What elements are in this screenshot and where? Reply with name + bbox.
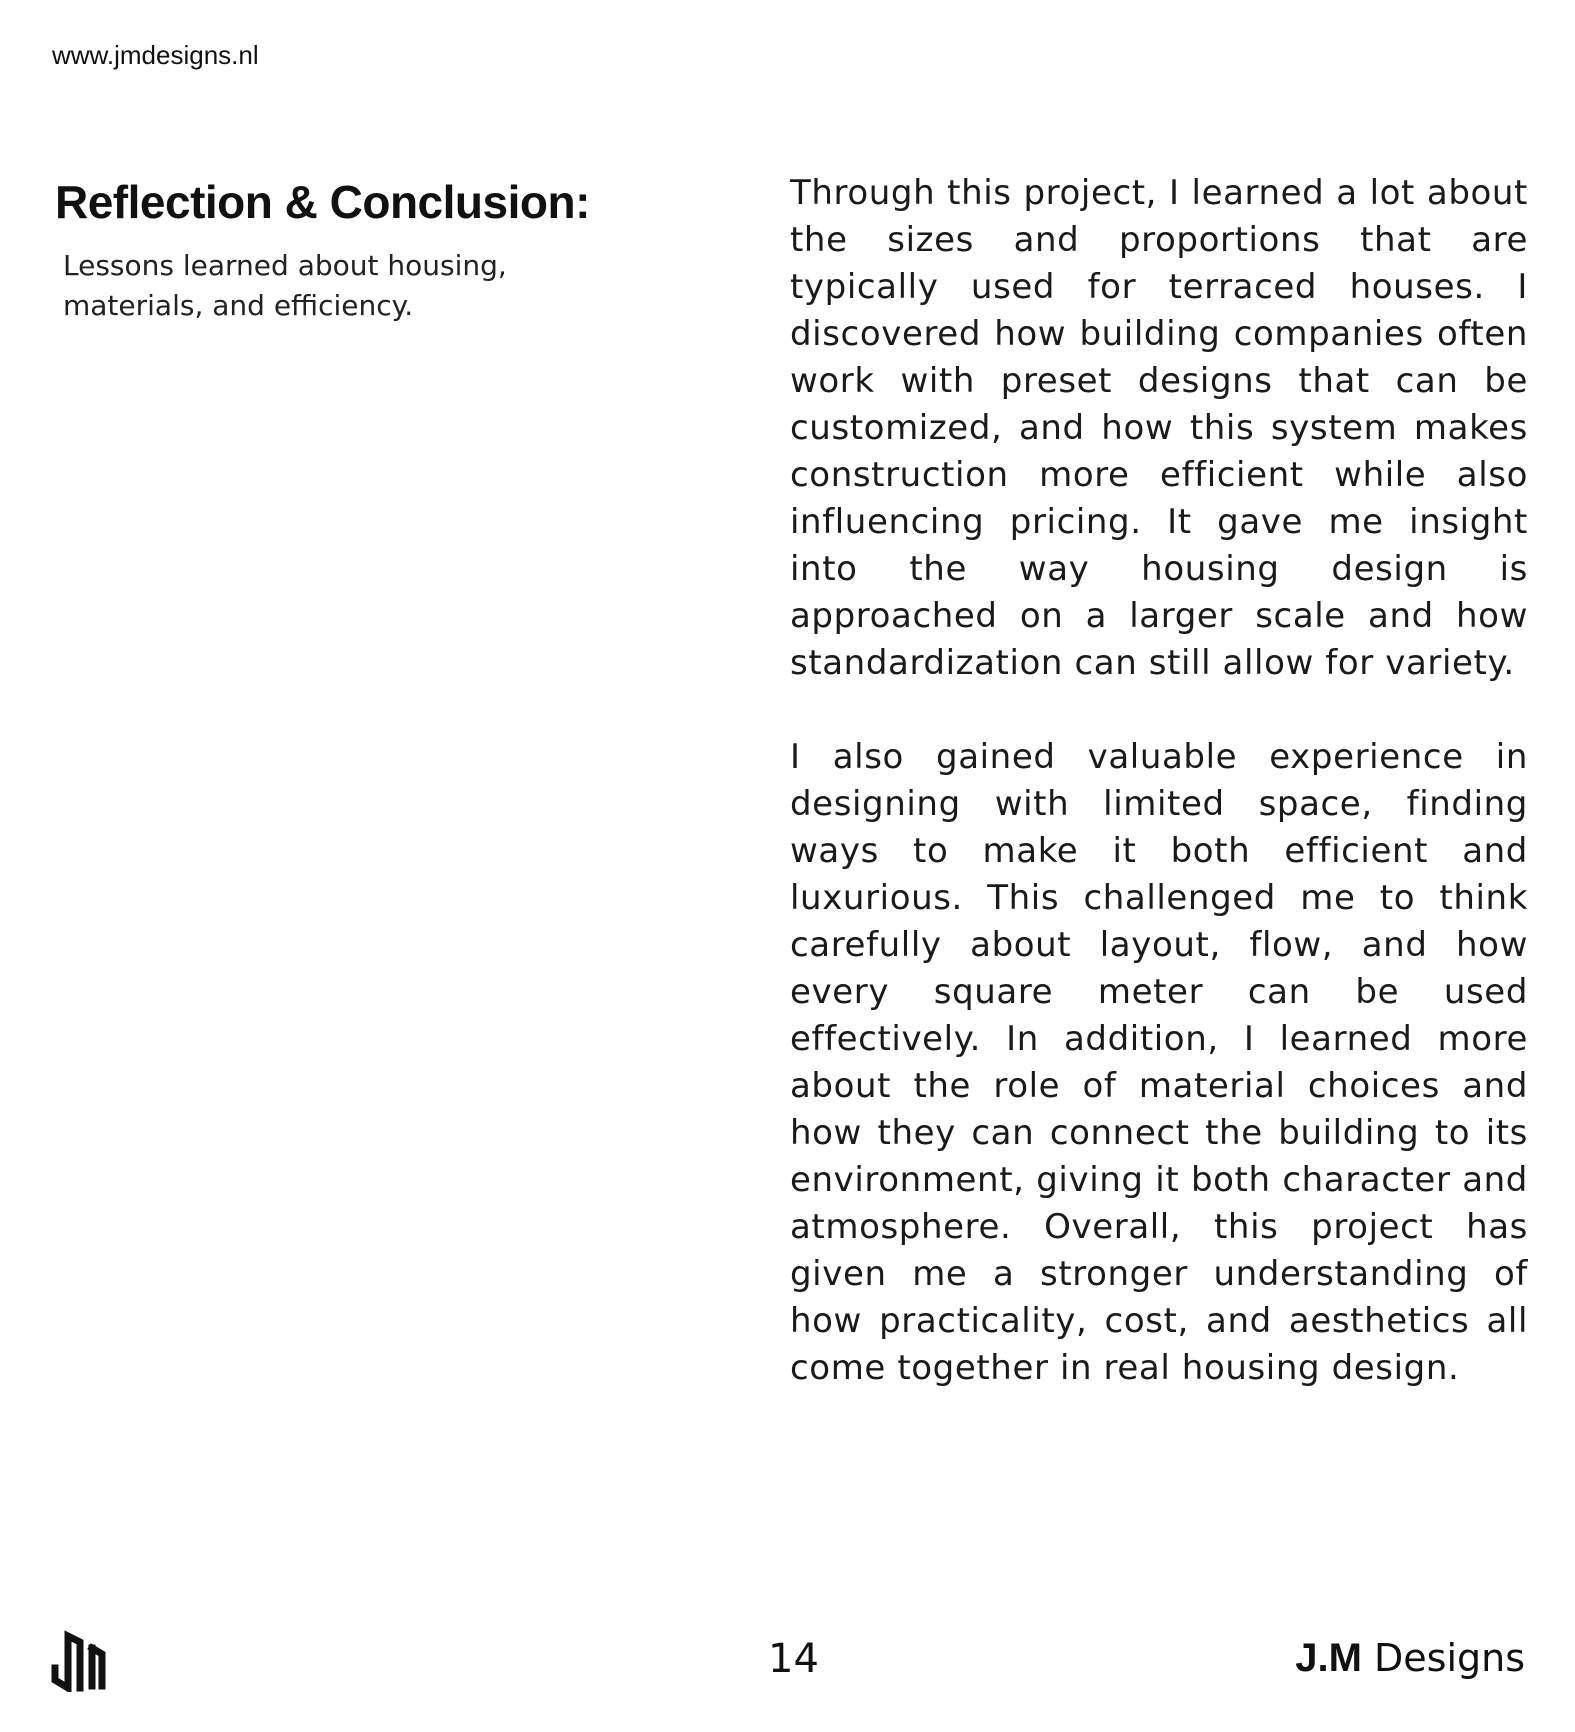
- intro-section: [55, 172, 655, 326]
- site-url[interactable]: www.jmdesigns.nl: [52, 40, 259, 70]
- brand-name-light: Designs: [1374, 1636, 1525, 1680]
- body-text: [790, 170, 1528, 1392]
- page-subtitle: Lessons learned about housing, materials, and efficiency.: [63, 249, 507, 322]
- jm-logo-icon: [50, 1628, 106, 1692]
- brand-name-bold: J.M: [1295, 1636, 1362, 1680]
- page-title: Reflection & Conclusion:: [55, 176, 590, 228]
- body-paragraph-1: Through this project, I learned a lot about the sizes and proportions that are typically used for terraced houses. I discovered how building companies often work with preset designs that can be customized, and how this system makes construction more efficient while also influencing pricing. It gave me insight into the way housing design is approached on a larger scale and how standardization can still allow for variety.: [790, 173, 1528, 683]
- body-paragraph-2: I also gained valuable experience in designing with limited space, finding ways to make it both efficient and luxurious. This challenged me to think carefully about layout, flow, and how every square meter can be used effectively. In addition, I learned more about the role of material choices and how they can connect the building to its environment, giving it both character and atmosphere. Overall, this project has given me a stronger understanding of how practicality, cost, and aesthetics all come together in real housing design.: [790, 737, 1528, 1388]
- brand-name: [1295, 1636, 1525, 1681]
- page-number: 14: [768, 1636, 819, 1682]
